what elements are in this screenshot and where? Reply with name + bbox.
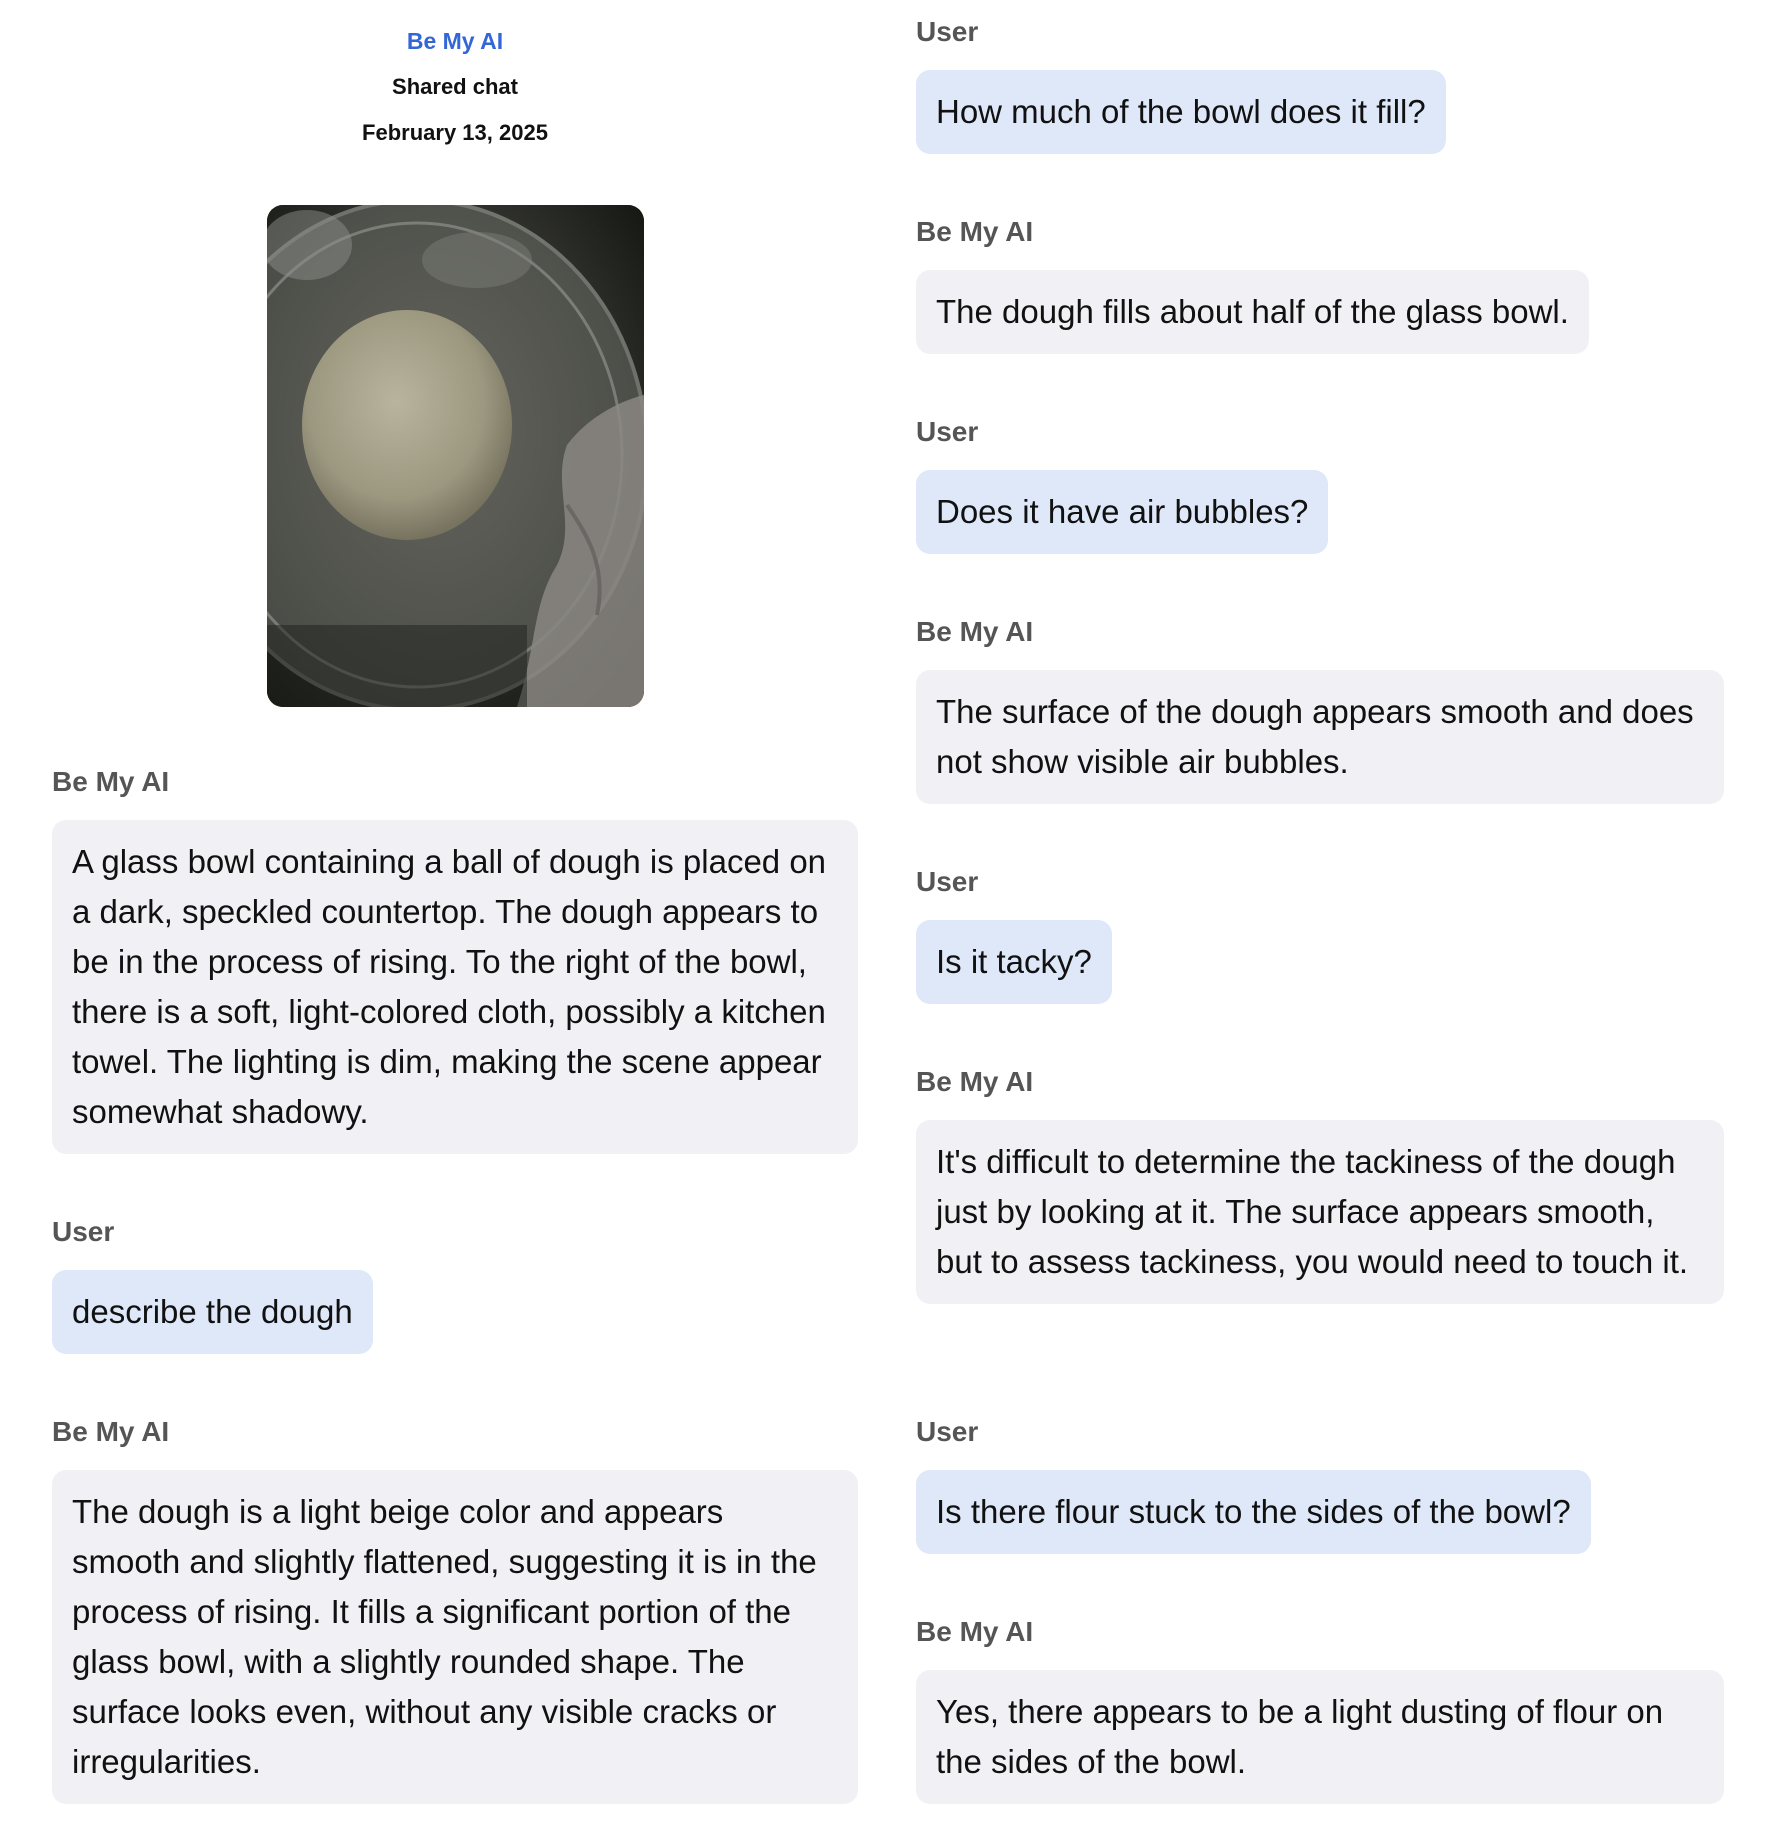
user-message-bubble: Does it have air bubbles? [916, 470, 1328, 554]
sender-label: Be My AI [916, 616, 1034, 647]
user-message-bubble: Is it tacky? [916, 920, 1112, 1004]
sender-label: Be My AI [52, 1416, 170, 1447]
sender-label: User [916, 16, 979, 47]
ai-message-bubble: The dough fills about half of the glass bowl. [916, 270, 1589, 354]
sender-label: Be My AI [916, 1616, 1034, 1647]
ai-message-bubble: It's difficult to determine the tackiness of the dough just by looking at it. The surface appears smooth, but to assess tackiness, you would need to touch it. [916, 1120, 1724, 1304]
user-message-bubble: Is there flour stuck to the sides of the bowl? [916, 1470, 1591, 1554]
message-ai [916, 216, 1589, 354]
brand-title[interactable]: Be My AI [406, 28, 504, 54]
message-ai [916, 616, 1724, 804]
user-message-bubble: describe the dough [52, 1270, 373, 1354]
sender-label: Be My AI [916, 216, 1034, 247]
dough-bowl-photo[interactable] [267, 205, 644, 707]
message-ai [916, 1616, 1724, 1804]
ai-message-bubble: The dough is a light beige color and appears smooth and slightly flattened, suggesting it is in the process of rising. It fills a significant portion of the glass bowl, with a slightly rounded shape. The surface looks even, without any visible cracks or irregularities. [52, 1470, 858, 1804]
message-user [916, 1416, 1591, 1554]
shared-chat-label: Shared chat [392, 74, 518, 99]
sender-label: User [52, 1216, 115, 1247]
message-ai [52, 1416, 858, 1804]
message-user [916, 416, 1328, 554]
sender-label: Be My AI [916, 1066, 1034, 1097]
message-user [52, 1216, 373, 1354]
user-message-bubble: How much of the bowl does it fill? [916, 70, 1446, 154]
sender-label: Be My AI [52, 766, 170, 797]
message-ai [52, 766, 858, 1154]
chat-date: February 13, 2025 [362, 120, 548, 145]
sender-label: User [916, 416, 979, 447]
ai-message-bubble: A glass bowl containing a ball of dough is placed on a dark, speckled countertop. The dough appears to be in the process of rising. To the right of the bowl, there is a soft, light-colored cloth, possibly a kitchen towel. The lighting is dim, making the scene appear somewhat shadowy. [52, 820, 858, 1154]
message-ai [916, 1066, 1724, 1304]
sender-label: User [916, 866, 979, 897]
ai-message-bubble: The surface of the dough appears smooth and does not show visible air bubbles. [916, 670, 1724, 804]
message-user [916, 16, 1446, 154]
message-user [916, 866, 1112, 1004]
ai-message-bubble: Yes, there appears to be a light dusting of flour on the sides of the bowl. [916, 1670, 1724, 1804]
sender-label: User [916, 1416, 979, 1447]
